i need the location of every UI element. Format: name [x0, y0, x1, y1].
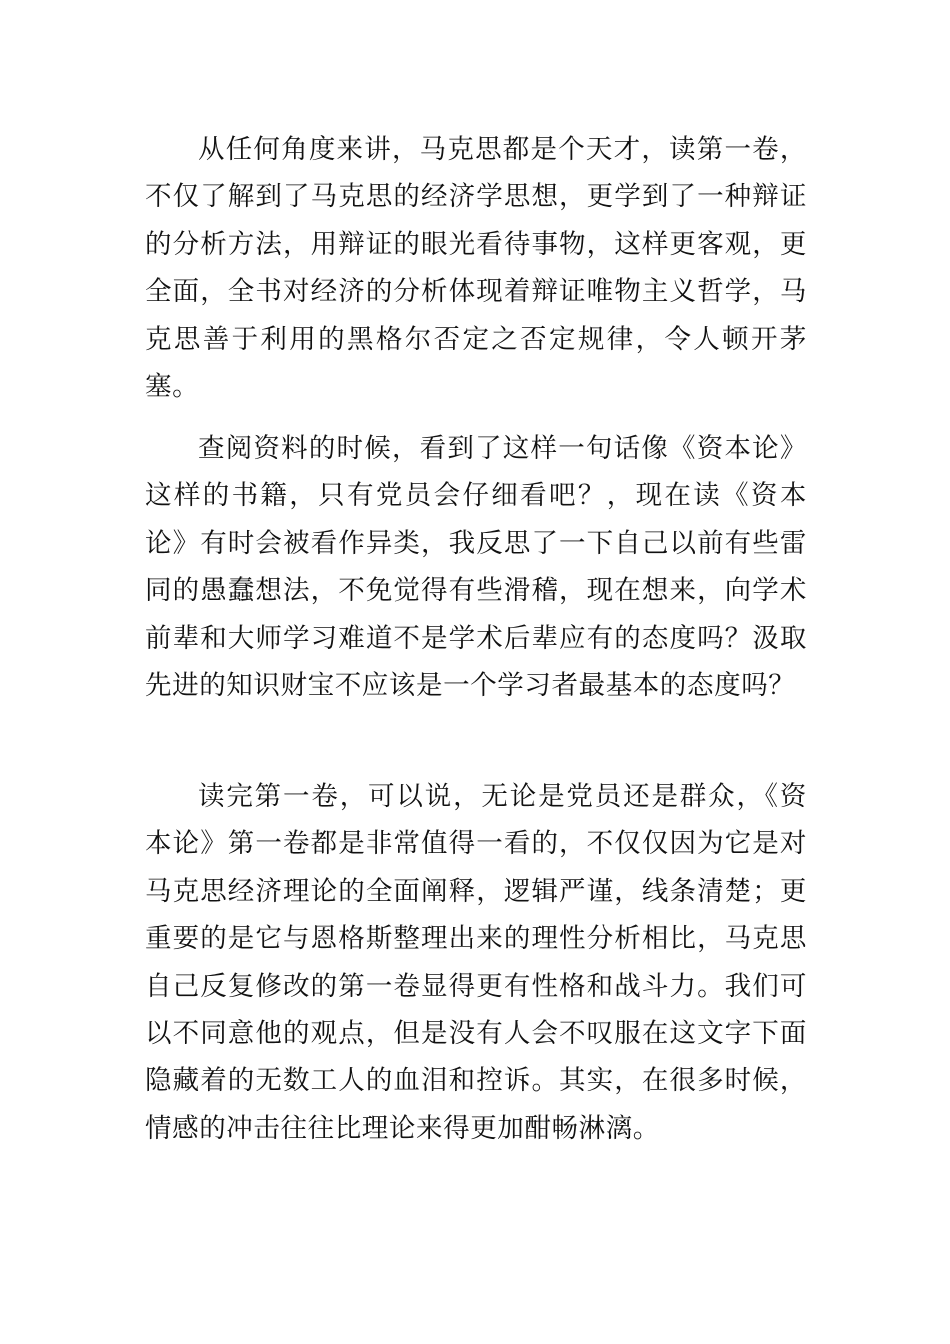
paragraph-3: 读完第一卷，可以说，无论是党员还是群众，《资本论》第一卷都是非常值得一看的，不仅仅因为它是对马克思经济理论的全面阐释，逻辑严谨，线条清楚；更重要的是它与恩格斯整理出来的理性分析相比，马克思自己反复修改的第一卷显得更有性格和战斗力。我们可以不同意他的观点，但是没有人会不叹服在这文字下面隐藏着的无数工人的血泪和控诉。其实，在很多时候，情感的冲击往往比理论来得更加酣畅淋漓。 [145, 781, 807, 1144]
paragraph-2: 查阅资料的时候，看到了这样一句话像《资本论》这样的书籍，只有党员会仔细看吧？，现在读《资本论》有时会被看作异类，我反思了一下自己以前有些雷同的愚蠢想法，不免觉得有些滑稽，现在想来，向学术前辈和大师学习难道不是学术后辈应有的态度吗？汲取先进的知识财宝不应该是一个学习者最基本的态度吗？ [145, 433, 807, 702]
paragraph-1: 从任何角度来讲，马克思都是个天才，读第一卷，不仅了解到了马克思的经济学思想，更学到了一种辩证的分析方法，用辩证的眼光看待事物，这样更客观，更全面，全书对经济的分析体现着辩证唯物主义哲学，马克思善于利用的黑格尔否定之否定规律，令人顿开茅塞。 [145, 134, 807, 403]
